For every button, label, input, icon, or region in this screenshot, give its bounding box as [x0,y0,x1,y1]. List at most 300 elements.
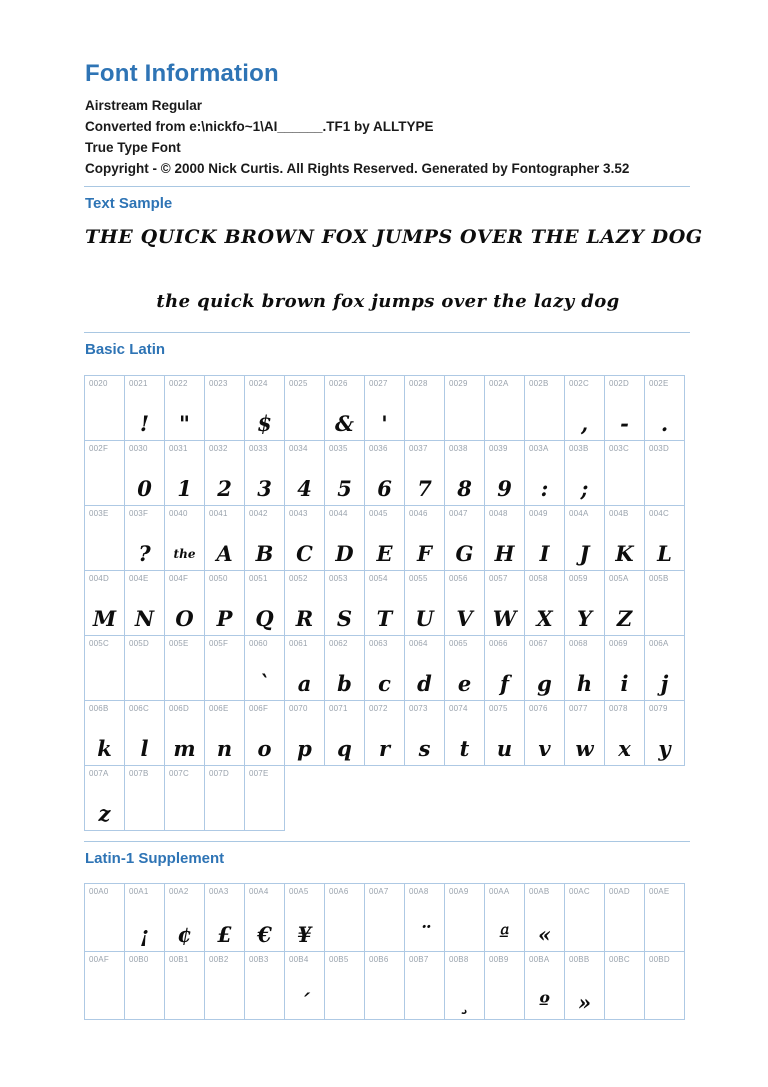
codepoint-label: 003E [89,509,109,518]
glyph-cell-0029 [444,375,485,441]
codepoint-label: 00A7 [369,887,389,896]
glyph: 2 [217,476,232,501]
glyph-cell-00AE [644,883,685,952]
glyph-cell-0054 [364,570,405,636]
glyph-cell-0077 [564,700,605,766]
glyph: V [456,606,473,631]
glyph-cell-0071 [324,700,365,766]
glyph-cell-005C [84,635,125,701]
glyph: ` [259,671,270,696]
glyph-cell-002E [644,375,685,441]
glyph: x [618,736,631,761]
glyph: Z [616,606,633,631]
codepoint-label: 006B [89,704,109,713]
glyph-cell-0076 [524,700,565,766]
glyph: h [576,671,593,696]
glyph-cell-00A8 [404,883,445,952]
codepoint-label: 00A5 [289,887,309,896]
glyph: M [92,606,117,631]
glyph: F [417,541,432,566]
glyph: b [337,671,352,696]
glyph-cell-00B4 [284,951,325,1020]
codepoint-label: 00A4 [249,887,269,896]
glyph-cell-00BB [564,951,605,1020]
glyph-cell-0048 [484,505,525,571]
codepoint-label: 0069 [609,639,628,648]
glyph: $ [257,411,272,436]
font-name: Airstream Regular [85,98,203,113]
glyph-cell-0031 [164,440,205,506]
glyph: u [496,736,513,761]
codepoint-label: 0045 [369,509,388,518]
glyph-cell-0069 [604,635,645,701]
glyph-row [84,571,684,636]
codepoint-label: 00A0 [89,887,109,896]
glyph-cell-0045 [364,505,405,571]
glyph: & [335,411,354,436]
codepoint-label: 0059 [569,574,588,583]
codepoint-label: 002F [89,444,109,453]
codepoint-label: 003C [609,444,629,453]
glyph: ¸ [459,990,470,1015]
glyph-cell-00A5 [284,883,325,952]
codepoint-label: 0078 [609,704,628,713]
codepoint-label: 00B6 [369,955,389,964]
codepoint-label: 00B3 [249,955,269,964]
glyph-cell-002F [84,440,125,506]
glyph-cell-00AB [524,883,565,952]
codepoint-label: 0073 [409,704,428,713]
glyph-cell-0032 [204,440,245,506]
codepoint-label: 005E [169,639,189,648]
glyph: . [660,411,669,436]
codepoint-label: 0079 [649,704,668,713]
glyph-cell-0022 [164,375,205,441]
glyph-cell-00AF [84,951,125,1020]
glyph-cell-00B2 [204,951,245,1020]
glyph-cell-0067 [524,635,565,701]
codepoint-label: 00A9 [449,887,469,896]
glyph-cell-00A0 [84,883,125,952]
codepoint-label: 0060 [249,639,268,648]
codepoint-label: 00B4 [289,955,309,964]
glyph: j [660,671,669,696]
codepoint-label: 0020 [89,379,108,388]
codepoint-label: 0039 [489,444,508,453]
codepoint-label: 0055 [409,574,428,583]
glyph-cell-00A9 [444,883,485,952]
glyph-cell-0065 [444,635,485,701]
codepoint-label: 0041 [209,509,228,518]
glyph-cell-007B [124,765,165,831]
glyph-cell-00A7 [364,883,405,952]
codepoint-label: 007B [129,769,149,778]
codepoint-label: 005A [609,574,629,583]
glyph: - [620,411,629,436]
glyph-cell-00AC [564,883,605,952]
codepoint-label: 0036 [369,444,388,453]
glyph: 9 [497,476,512,501]
glyph-cell-006A [644,635,685,701]
glyph-cell-0037 [404,440,445,506]
codepoint-label: 002A [489,379,509,388]
page-title: Font Information [85,60,279,87]
codepoint-label: 0032 [209,444,228,453]
codepoint-label: 00AB [529,887,550,896]
glyph-cell-0033 [244,440,285,506]
section-divider [84,332,690,333]
glyph: J [579,541,590,566]
glyph-cell-003E [84,505,125,571]
glyph-cell-003F [124,505,165,571]
codepoint-label: 0067 [529,639,548,648]
codepoint-label: 0043 [289,509,308,518]
glyph-cell-0064 [404,635,445,701]
glyph-cell-0036 [364,440,405,506]
glyph-row [84,636,684,701]
glyph-cell-00B8 [444,951,485,1020]
glyph-cell-00BD [644,951,685,1020]
glyph-cell-007E [244,765,285,831]
glyph: 8 [457,476,472,501]
glyph-cell-00B0 [124,951,165,1020]
codepoint-label: 005F [209,639,229,648]
latin1-supplement-heading: Latin-1 Supplement [85,850,225,867]
glyph: c [378,671,391,696]
codepoint-label: 0075 [489,704,508,713]
codepoint-label: 0033 [249,444,268,453]
glyph: W [492,606,517,631]
glyph-cell-0062 [324,635,365,701]
glyph-cell-00B3 [244,951,285,1020]
glyph: r [378,736,391,761]
glyph-cell-0053 [324,570,365,636]
codepoint-label: 00BA [529,955,550,964]
glyph: K [615,541,634,566]
codepoint-label: 00BC [609,955,630,964]
glyph-cell-0056 [444,570,485,636]
glyph: q [337,736,352,761]
glyph: : [540,476,549,501]
glyph-cell-003C [604,440,645,506]
glyph-cell-007A [84,765,125,831]
codepoint-label: 007C [169,769,189,778]
codepoint-label: 004F [169,574,189,583]
glyph: º [539,990,550,1015]
glyph-cell-0072 [364,700,405,766]
glyph-cell-002B [524,375,565,441]
glyph-cell-0023 [204,375,245,441]
codepoint-label: 0030 [129,444,148,453]
codepoint-label: 00B1 [169,955,189,964]
codepoint-label: 00A3 [209,887,229,896]
glyph: p [297,736,312,761]
codepoint-label: 003D [649,444,669,453]
codepoint-label: 0076 [529,704,548,713]
glyph-cell-0060 [244,635,285,701]
glyph: E [376,541,393,566]
codepoint-label: 004B [609,509,629,518]
font-type: True Type Font [85,140,181,155]
glyph: S [336,606,353,631]
glyph-cell-00B6 [364,951,405,1020]
glyph: A [216,541,233,566]
codepoint-label: 0057 [489,574,508,583]
glyph: m [173,736,196,761]
codepoint-label: 0056 [449,574,468,583]
codepoint-label: 003F [129,509,149,518]
codepoint-label: 00A2 [169,887,189,896]
glyph: 3 [257,476,272,501]
codepoint-label: 005B [649,574,669,583]
glyph: 5 [337,476,352,501]
glyph-cell-0040 [164,505,205,571]
codepoint-label: 0058 [529,574,548,583]
font-meta-block [85,95,629,179]
glyph-cell-0034 [284,440,325,506]
glyph-row [84,441,684,506]
codepoint-label: 0021 [129,379,148,388]
codepoint-label: 0028 [409,379,428,388]
glyph: l [140,736,149,761]
glyph-cell-0061 [284,635,325,701]
glyph-cell-0027 [364,375,405,441]
glyph: e [457,671,472,696]
glyph: 1 [177,476,192,501]
glyph-cell-006B [84,700,125,766]
glyph-cell-005F [204,635,245,701]
glyph-cell-002D [604,375,645,441]
glyph: I [539,541,550,566]
glyph: € [257,922,272,947]
glyph-cell-0063 [364,635,405,701]
glyph: the [173,547,196,561]
glyph-cell-003A [524,440,565,506]
glyph: ´ [299,990,310,1015]
glyph: w [575,736,594,761]
glyph: B [255,541,274,566]
codepoint-label: 0054 [369,574,388,583]
codepoint-label: 0070 [289,704,308,713]
glyph-cell-00A1 [124,883,165,952]
codepoint-label: 0074 [449,704,468,713]
glyph-cell-0058 [524,570,565,636]
glyph-cell-006C [124,700,165,766]
codepoint-label: 007E [249,769,269,778]
codepoint-label: 0044 [329,509,348,518]
codepoint-label: 004E [129,574,149,583]
codepoint-label: 0050 [209,574,228,583]
glyph: " [179,411,190,436]
glyph: f [499,671,510,696]
codepoint-label: 00A8 [409,887,429,896]
copyright-line: Copyright - © 2000 Nick Curtis. All Rights Reserved. Generated by Fontographer 3.52 [85,161,630,176]
codepoint-label: 002D [609,379,629,388]
codepoint-label: 00A6 [329,887,349,896]
codepoint-label: 0037 [409,444,428,453]
glyph: X [536,606,553,631]
glyph: Y [577,606,592,631]
glyph: R [295,606,314,631]
glyph-cell-0074 [444,700,485,766]
glyph-cell-0028 [404,375,445,441]
codepoint-label: 0048 [489,509,508,518]
glyph: U [415,606,434,631]
glyph-cell-0025 [284,375,325,441]
codepoint-label: 004A [569,509,589,518]
codepoint-label: 0065 [449,639,468,648]
codepoint-label: 0062 [329,639,348,648]
codepoint-label: 00AC [569,887,590,896]
glyph: Q [255,606,274,631]
glyph-cell-0057 [484,570,525,636]
glyph: 4 [297,476,312,501]
converted-from: Converted from e:\nickfo~1\AI______.TF1 by ALLTYPE [85,119,434,134]
glyph-cell-0051 [244,570,285,636]
glyph-cell-0042 [244,505,285,571]
glyph: ' [381,411,388,436]
glyph: g [537,671,552,696]
glyph-cell-00BA [524,951,565,1020]
glyph: t [459,736,470,761]
codepoint-label: 0035 [329,444,348,453]
codepoint-label: 00A1 [129,887,149,896]
latin1-supplement-grid [84,883,684,1020]
glyph: k [97,736,112,761]
codepoint-label: 006C [129,704,149,713]
glyph-cell-00B5 [324,951,365,1020]
glyph-cell-0038 [444,440,485,506]
codepoint-label: 0066 [489,639,508,648]
codepoint-label: 0049 [529,509,548,518]
basic-latin-heading: Basic Latin [85,341,166,358]
glyph-cell-00A2 [164,883,205,952]
glyph-cell-0035 [324,440,365,506]
glyph: ; [580,476,589,501]
glyph-cell-0044 [324,505,365,571]
codepoint-label: 0047 [449,509,468,518]
codepoint-label: 003B [569,444,589,453]
codepoint-label: 0071 [329,704,348,713]
glyph-cell-00B7 [404,951,445,1020]
glyph-cell-0043 [284,505,325,571]
glyph: D [335,541,354,566]
glyph: ¥ [297,922,312,947]
glyph: s [418,736,431,761]
glyph-cell-00BC [604,951,645,1020]
glyph: a [297,671,312,696]
codepoint-label: 0025 [289,379,308,388]
glyph-row [84,506,684,571]
glyph-cell-007C [164,765,205,831]
glyph-cell-002C [564,375,605,441]
glyph-cell-0041 [204,505,245,571]
glyph: 7 [417,476,432,501]
glyph-cell-0021 [124,375,165,441]
glyph-cell-0046 [404,505,445,571]
codepoint-label: 002C [569,379,589,388]
codepoint-label: 006A [649,639,669,648]
glyph-cell-0026 [324,375,365,441]
glyph-cell-004F [164,570,205,636]
codepoint-label: 0026 [329,379,348,388]
glyph-cell-0055 [404,570,445,636]
codepoint-label: 007D [209,769,229,778]
codepoint-label: 0053 [329,574,348,583]
glyph: ? [138,541,151,566]
glyph-cell-0070 [284,700,325,766]
glyph-cell-005B [644,570,685,636]
codepoint-label: 00B5 [329,955,349,964]
codepoint-label: 0052 [289,574,308,583]
codepoint-label: 00BB [569,955,590,964]
glyph: P [216,606,233,631]
glyph-row [84,701,684,766]
glyph-cell-00AD [604,883,645,952]
codepoint-label: 0023 [209,379,228,388]
glyph: z [98,801,111,826]
codepoint-label: 0063 [369,639,388,648]
glyph: 0 [137,476,152,501]
glyph-cell-003B [564,440,605,506]
glyph-cell-004D [84,570,125,636]
sample-lowercase: the quick brown fox jumps over the lazy dog [156,291,620,312]
codepoint-label: 002E [649,379,669,388]
glyph-cell-0020 [84,375,125,441]
glyph: o [257,736,272,761]
glyph-cell-0047 [444,505,485,571]
glyph-row [84,766,684,831]
codepoint-label: 0061 [289,639,308,648]
glyph: 6 [377,476,392,501]
codepoint-label: 00B7 [409,955,429,964]
codepoint-label: 00AD [609,887,630,896]
codepoint-label: 0042 [249,509,268,518]
glyph: C [296,541,313,566]
glyph: £ [217,922,232,947]
glyph-cell-0049 [524,505,565,571]
glyph-cell-0052 [284,570,325,636]
glyph: i [620,671,629,696]
codepoint-label: 006D [169,704,189,713]
codepoint-label: 0077 [569,704,588,713]
glyph-cell-00A3 [204,883,245,952]
glyph-cell-0066 [484,635,525,701]
codepoint-label: 00B0 [129,955,149,964]
codepoint-label: 00B8 [449,955,469,964]
glyph-cell-005A [604,570,645,636]
section-divider [84,186,690,187]
codepoint-label: 0040 [169,509,188,518]
glyph-cell-0068 [564,635,605,701]
glyph-cell-0039 [484,440,525,506]
codepoint-label: 003A [529,444,549,453]
glyph-cell-003D [644,440,685,506]
codepoint-label: 005C [89,639,109,648]
codepoint-label: 002B [529,379,549,388]
glyph-cell-0030 [124,440,165,506]
codepoint-label: 006F [249,704,269,713]
codepoint-label: 0051 [249,574,268,583]
glyph: N [134,606,155,631]
glyph-row [84,375,684,441]
glyph: v [538,736,551,761]
glyph-row [84,952,684,1020]
section-divider [84,841,690,842]
glyph-cell-004E [124,570,165,636]
glyph-cell-006D [164,700,205,766]
glyph-cell-00B1 [164,951,205,1020]
